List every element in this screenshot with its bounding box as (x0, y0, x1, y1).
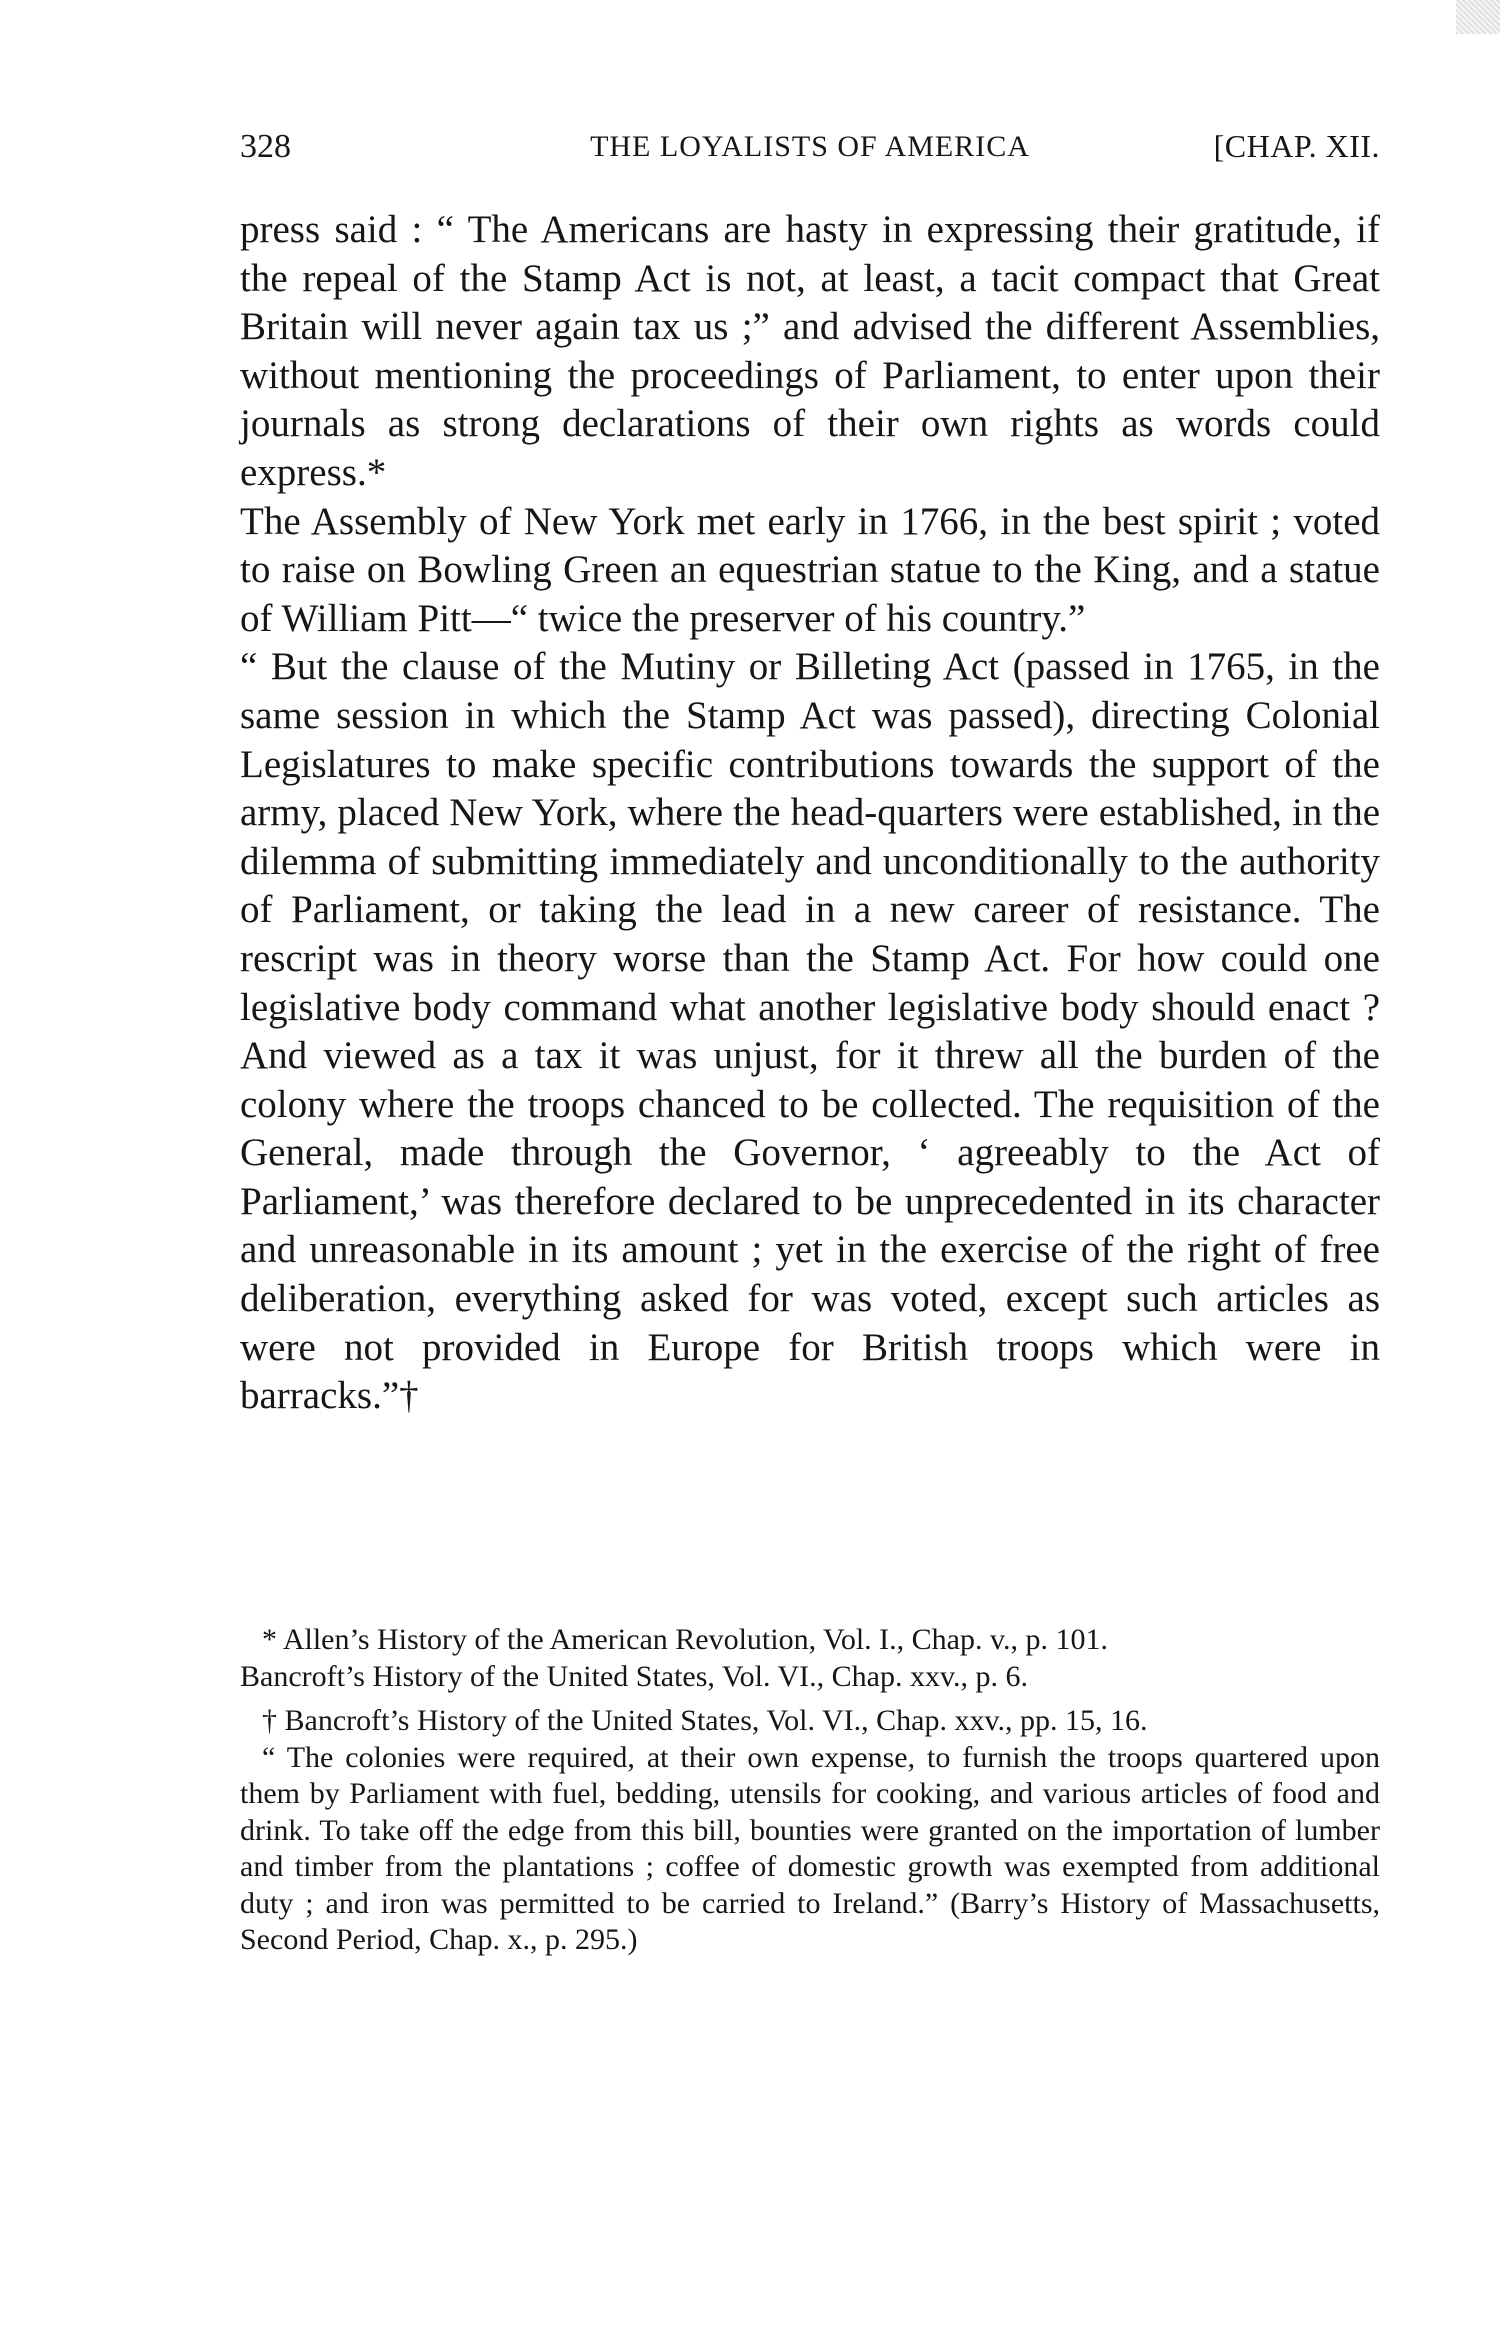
main-text (240, 206, 1380, 1421)
paragraph: “ But the clause of the Mutiny or Billeting Act (passed in 1765, in the same session in which the Stamp Act was passed), directing Colonial Legislatures to make specific contributions towards the support of the army, placed New York, where the head-quarters were established, in the dilemma of submitting immediately and unconditionally to the authority of Parliament, or taking the lead in a new career of resistance. The rescript was in theory worse than the Stamp Act. For how could one legislative body command what another legislative body should enact ? And viewed as a tax it was unjust, for it threw all the burden of the colony where the troops chanced to be collected. The requisition of the General, made through the Governor, ‘ agreeably to the Act of Parliament,’ was therefore declared to be unprecedented in its character and unreasonable in its amount ; yet in the exercise of the right of free deliberation, everything asked for was voted, except such articles as were not provided in Europe for British troops which were in barracks.”† (240, 645, 1380, 1418)
scan-corner-mark (1456, 0, 1500, 34)
footnote-line: † Bancroft’s History of the United States, Vol. VI., Chap. xxv., pp. 15, 16. (262, 1704, 1148, 1737)
paragraph: press said : “ The Americans are hasty in expressing their gratitude, if the repeal of the Stamp Act is not, at least, a tacit compact that Great Britain will never again tax us ;” and advised the different Assemblies, without mentioning the proceedings of Parliament, to enter upon their journals as strong declarations of their own rights as words could express.* (240, 208, 1380, 494)
page-number: 328 (240, 128, 291, 165)
chapter-label: [CHAP. XII. (1213, 128, 1380, 164)
paragraph: The Assembly of New York met early in 1766, in the best spirit ; voted to raise on Bowling Green an equestrian statue to the King, and a statue of William Pitt—“ twice the preserver of his country.” (240, 499, 1380, 640)
running-title: THE LOYALISTS OF AMERICA (590, 130, 1030, 163)
footnote-quote: “ The colonies were required, at their own expense, to furnish the troops quartered upon them by Parliament with fuel, bedding, utensils for cooking, and various articles of food and drink. To take off the edge from this bill, bounties were granted on the importation of lumber and timber from the plantations ; coffee of domestic growth was exempted from additional duty ; and iron was permitted to be carried to Ireland.” (Barry’s History of Massachusetts, Second Period, Chap. x., p. 295.) (240, 1740, 1380, 1956)
footnotes (240, 1622, 1380, 1959)
footnote-line: Bancroft’s History of the United States, Vol. VI., Chap. xxv., p. 6. (240, 1659, 1028, 1693)
running-head (240, 128, 1380, 188)
footnote-line: * Allen’s History of the American Revolution, Vol. I., Chap. v., p. 101. (262, 1623, 1109, 1656)
